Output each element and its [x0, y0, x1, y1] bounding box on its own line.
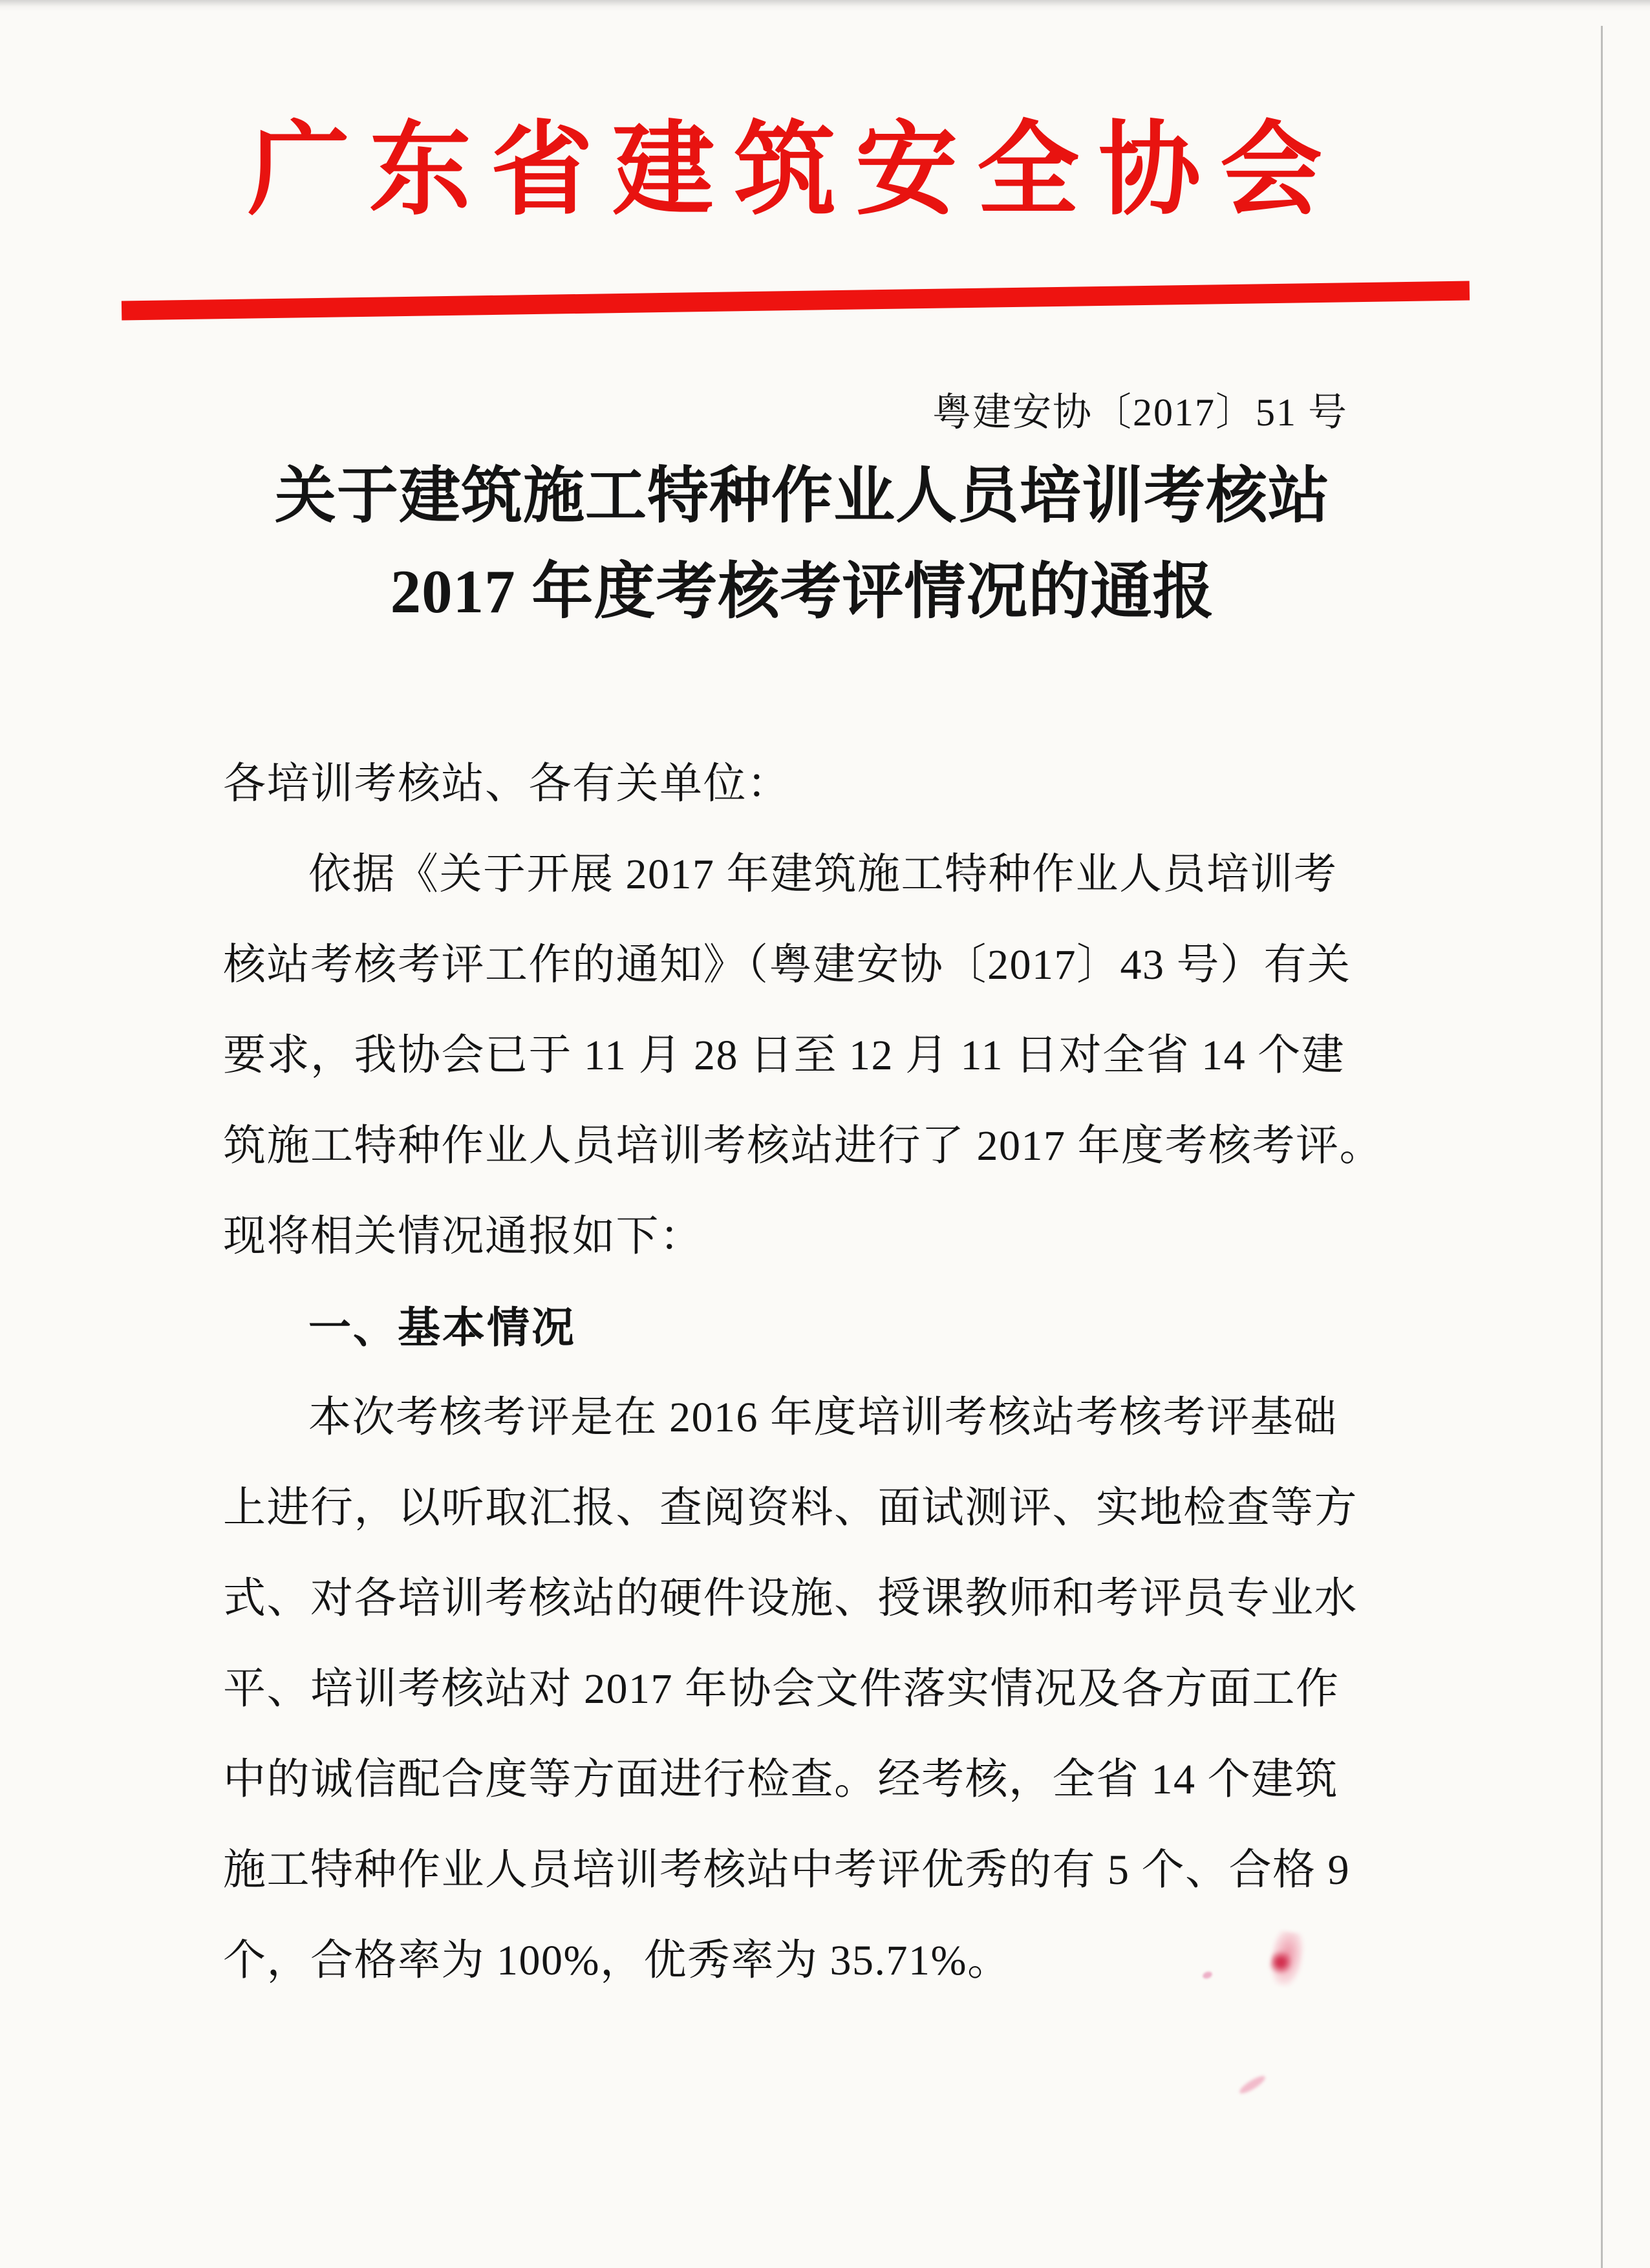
- ink-smear: [1238, 2073, 1267, 2096]
- scan-right-edge: [1601, 26, 1603, 2268]
- doc-title-line2: 2017 年度考核考评情况的通报: [390, 557, 1215, 626]
- body-line: 施工特种作业人员培训考核站中考评优秀的有 5 个、合格 9: [223, 1846, 1350, 1894]
- body-line: 依据《关于开展 2017 年建筑施工特种作业人员培训考: [308, 851, 1338, 898]
- doc-number: 粤建安协〔2017〕51 号: [932, 391, 1348, 434]
- body-line: 上进行，以听取汇报、查阅资料、面试测评、实地检查等方: [223, 1484, 1358, 1532]
- body-line: 本次考核考评是在 2016 年度培训考核站考核考评基础: [308, 1394, 1338, 1441]
- section-heading: 一、基本情况: [308, 1303, 576, 1351]
- body-line: 中的诚信配合度等方面进行检查。经考核，全省 14 个建筑: [223, 1756, 1338, 1803]
- body-line: 核站考核考评工作的通知》（粤建安协〔2017〕43 号）有关: [223, 941, 1351, 989]
- body-line: 平、培训考核站对 2017 年协会文件落实情况及各方面工作: [223, 1665, 1340, 1713]
- body-line: 式、对各培训考核站的硬件设施、授课教师和考评员专业水: [223, 1575, 1358, 1622]
- body-line: 个，合格率为 100%，优秀率为 35.71%。: [223, 1937, 1011, 1984]
- doc-body: [223, 739, 1383, 2006]
- doc-title-line1: 关于建筑施工特种作业人员培训考核站: [274, 462, 1330, 530]
- body-line: 筑施工特种作业人员培训考核站进行了 2017 年度考核考评。: [223, 1122, 1383, 1170]
- scan-top-edge: [0, 0, 1650, 12]
- body-line: 要求，我协会已于 11 月 28 日至 12 月 11 日对全省 14 个建: [223, 1032, 1345, 1079]
- salutation-line: 各培训考核站、各有关单位：: [223, 760, 791, 808]
- doc-title: [178, 456, 1426, 631]
- letterhead-red-rule: [122, 281, 1470, 321]
- body-line: 现将相关情况通报如下：: [223, 1213, 703, 1260]
- letterhead-org-name: 广东省建筑安全协会: [248, 114, 1342, 228]
